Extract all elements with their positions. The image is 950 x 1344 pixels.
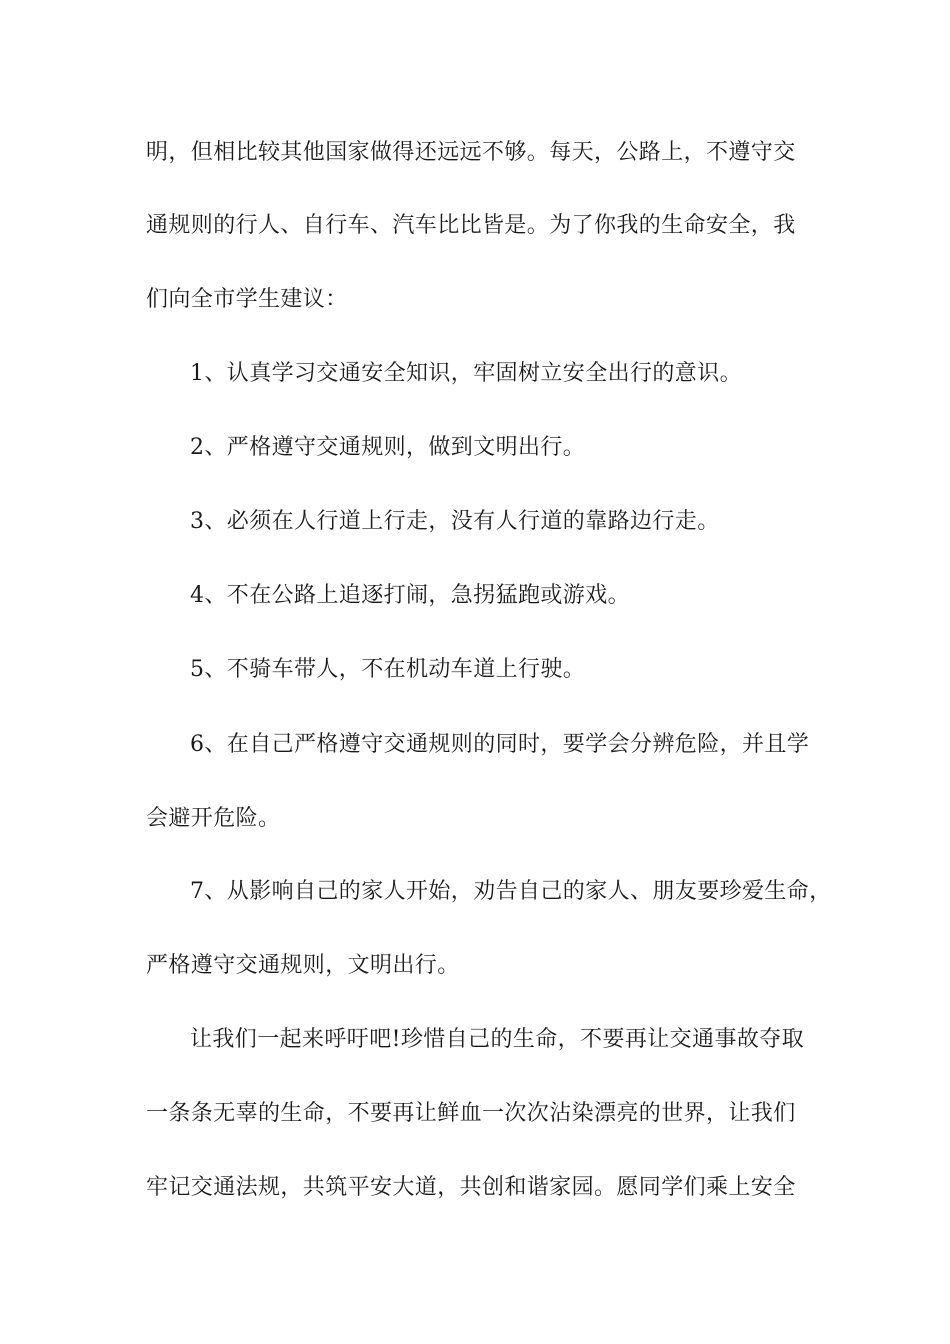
list-item: 2、严格遵守交通规则，做到文明出行。 (190, 435, 586, 460)
paragraph-line: 一条条无辜的生命，不要再让鲜血一次次沾染漂亮的世界，让我们 (146, 1101, 796, 1126)
list-item-continuation: 严格遵守交通规则，文明出行。 (146, 953, 460, 978)
list-item: 4、不在公路上追逐打闹，急拐猛跑或游戏。 (190, 583, 630, 608)
paragraph-line: 明，但相比较其他国家做得还远远不够。每天，公路上，不遵守交 (146, 140, 796, 165)
list-item: 6、在自己严格遵守交通规则的同时，要学会分辨危险，并且学 (190, 732, 810, 757)
list-item-continuation: 会避开危险。 (146, 806, 281, 831)
list-item: 1、认真学习交通安全知识，牢固树立安全出行的意识。 (190, 361, 742, 386)
list-item: 3、必须在人行道上行走，没有人行道的靠路边行走。 (190, 509, 720, 534)
paragraph-line: 通规则的行人、自行车、汽车比比皆是。为了你我的生命安全，我 (146, 213, 796, 238)
paragraph-line: 牢记交通法规，共筑平安大道，共创和谐家园。愿同学们乘上安全 (146, 1175, 796, 1200)
list-item: 5、不骑车带人，不在机动车道上行驶。 (190, 657, 586, 682)
paragraph-line: 让我们一起来呼吁吧!珍惜自己的生命，不要再让交通事故夺取 (190, 1027, 805, 1052)
list-item: 7、从影响自己的家人开始，劝告自己的家人、朋友要珍爱生命， (190, 879, 832, 904)
paragraph-line: 们向全市学生建议： (146, 287, 348, 312)
